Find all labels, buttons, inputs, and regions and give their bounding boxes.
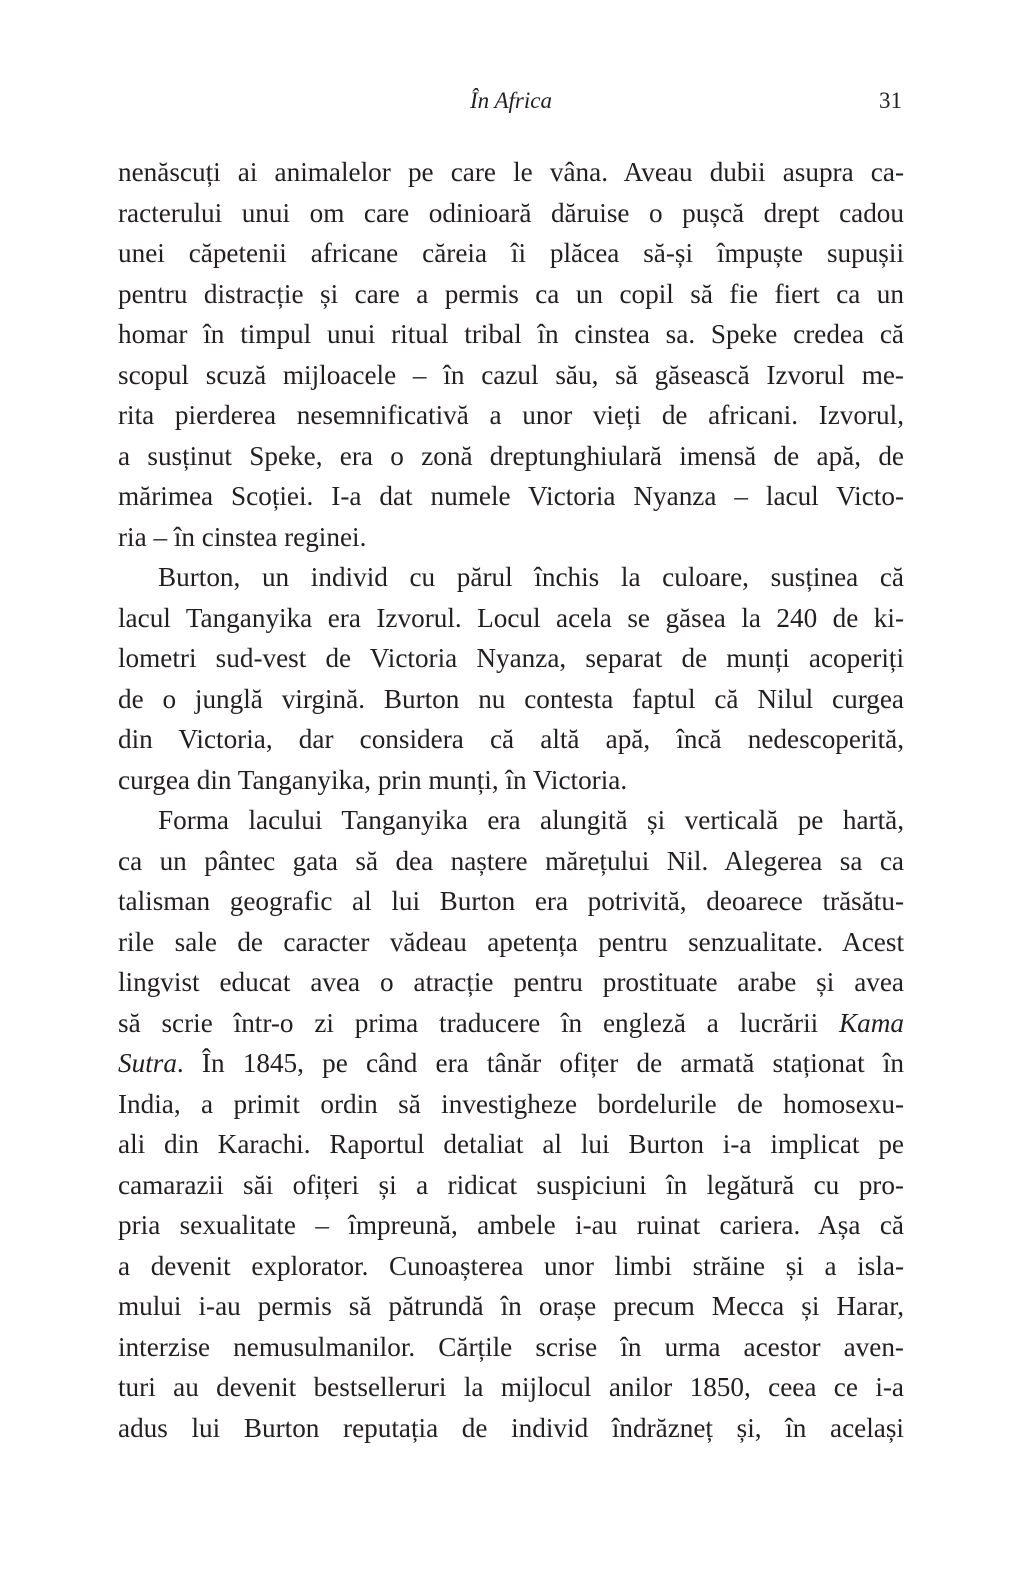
text-line: ca un pântec gata să dea naștere mărețului Nil. Alegerea sa ca <box>118 845 904 876</box>
paragraph-start-line: Forma lacului Tanganyika era alungită și verticală pe hartă, <box>158 805 904 835</box>
running-header <box>118 84 904 118</box>
text-line: mului i-au permis să pătrundă în orașe precum Mecca și Harar, <box>118 1291 904 1321</box>
text-line: de o junglă virgină. Burton nu contesta faptul că Nilul curgea <box>118 683 904 714</box>
text-line: interzise nemusulmanilor. Cărțile scrise în urma acestor aven- <box>118 1331 904 1362</box>
text-line: scopul scuză mijloacele – în cazul său, să găsească Izvorul me- <box>118 359 904 390</box>
text-line: rile sale de caracter vădeau apetența pentru senzualitate. Acest <box>118 926 904 957</box>
text-line: unei căpetenii africane căreia îi plăcea să-și împuște supușii <box>118 238 904 268</box>
page-number: 31 <box>879 88 902 113</box>
paragraph-start-line: Burton, un individ cu părul închis la culoare, susținea că <box>158 562 904 592</box>
text-line: India, a primit ordin să investigheze bordelurile de homosexu- <box>118 1088 904 1119</box>
text-line: camarazii săi ofițeri și a ridicat suspiciuni în legătură cu pro- <box>118 1169 904 1200</box>
book-title-italic: Sutra <box>118 1048 177 1078</box>
book-title-italic: Kama <box>839 1007 904 1038</box>
text-line: mărimea Scoției. I-a dat numele Victoria Nyanza – lacul Victo- <box>118 481 904 511</box>
text-line: din Victoria, dar considera că altă apă, încă nedescoperită, <box>118 724 904 754</box>
paragraph-end-line: ria – în cinstea reginei. <box>118 521 367 552</box>
text-line: pentru distracție și care a permis ca un copil să fie fiert ca un <box>118 278 904 309</box>
body-text <box>118 152 904 1448</box>
paragraph-end-line: curgea din Tanganyika, prin munți, în Victoria. <box>118 764 628 795</box>
text-line: talisman geografic al lui Burton era potrivită, deoarece trăsătu- <box>118 886 904 916</box>
line-text: . În 1845, pe când era tânăr ofițer de armată staționat în <box>176 1048 904 1078</box>
line-text: să scrie într-o zi prima traducere în engleză a lucrării <box>118 1007 840 1038</box>
text-line: lacul Tanganyika era Izvorul. Locul acela se găsea la 240 de ki- <box>118 602 904 633</box>
text-line: racterului unui om care odinioară dăruise o pușcă drept cadou <box>118 197 904 228</box>
text-line: rita pierderea nesemnificativă a unor vieți de africani. Izvorul, <box>118 400 904 430</box>
text-line-with-italic <box>118 1003 904 1044</box>
running-title: În Africa <box>470 88 552 113</box>
text-line: ali din Karachi. Raportul detaliat al lui Burton i-a implicat pe <box>118 1129 904 1159</box>
text-line: pria sexualitate – împreună, ambele i-au ruinat cariera. Așa că <box>118 1210 904 1240</box>
text-line-with-italic <box>118 1043 904 1084</box>
text-line: lingvist educat avea o atracție pentru prostituate arabe și avea <box>118 967 904 997</box>
text-line: turi au devenit bestselleruri la mijlocul anilor 1850, ceea ce i-a <box>118 1372 904 1402</box>
text-line: lometri sud-vest de Victoria Nyanza, separat de munți acoperiți <box>118 643 904 673</box>
text-line: a devenit explorator. Cunoașterea unor limbi străine și a isla- <box>118 1250 904 1281</box>
text-line: a susținut Speke, era o zonă dreptunghiulară imensă de apă, de <box>118 440 904 471</box>
text-line: adus lui Burton reputația de individ îndrăzneț și, în același <box>118 1412 904 1443</box>
text-line: nenăscuți ai animalelor pe care le vâna. Aveau dubii asupra ca- <box>118 157 904 187</box>
text-line: homar în timpul unui ritual tribal în cinstea sa. Speke credea că <box>118 319 904 349</box>
